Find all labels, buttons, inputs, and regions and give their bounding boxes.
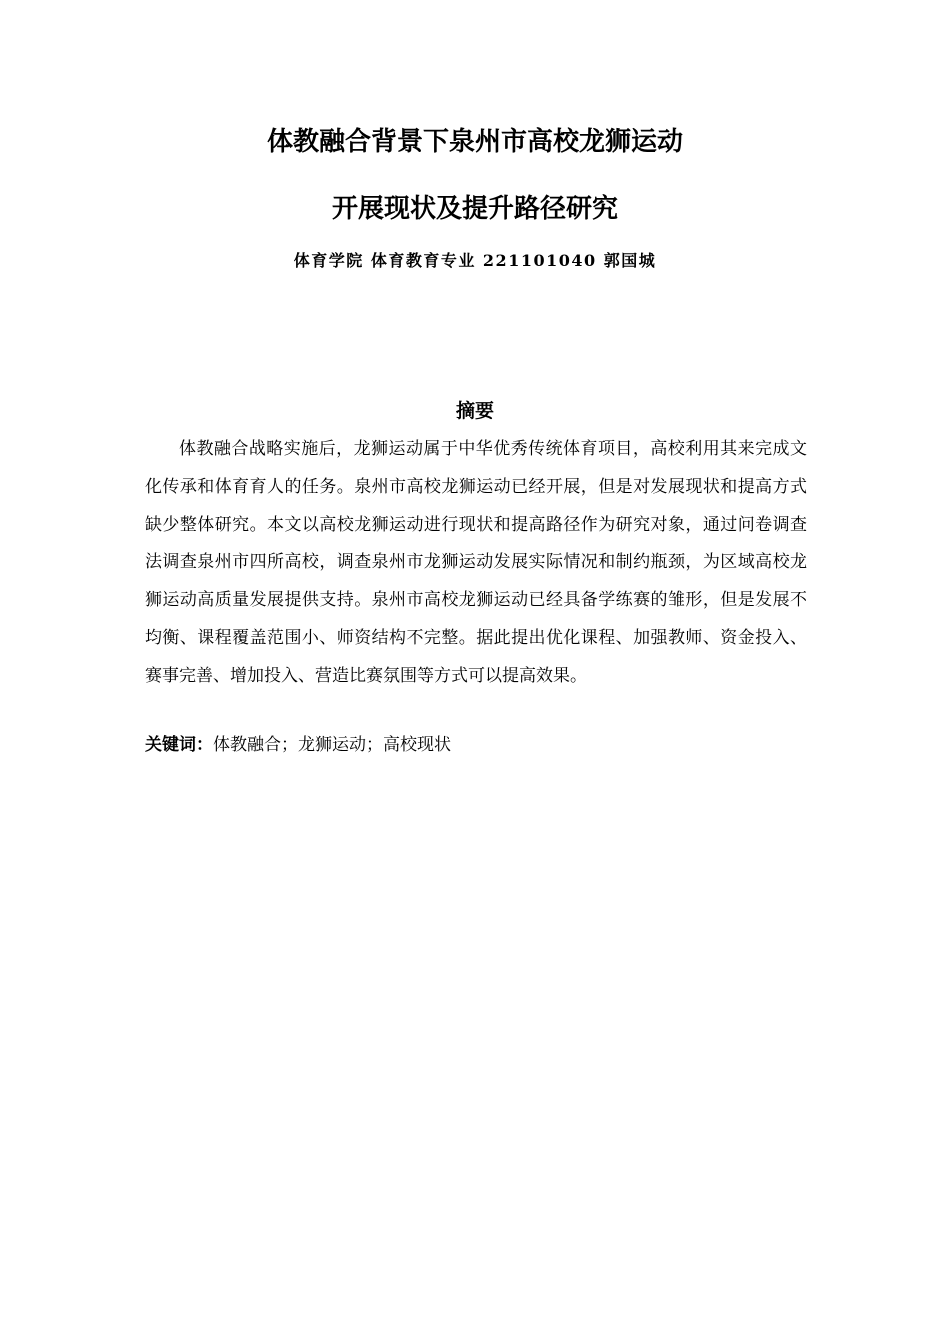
keywords-line (145, 731, 807, 759)
abstract-heading: 摘要 (455, 400, 494, 422)
paper-title-line-1: 体教融合背景下泉州市高校龙狮运动 (266, 127, 683, 157)
keywords-text: 体教融合；龙狮运动；高校现状 (213, 735, 451, 755)
author-line: 体育学院 体育教育专业 221101040 郭国城 (293, 251, 657, 270)
abstract-body: 体教融合战略实施后，龙狮运动属于中华优秀传统体育项目，高校利用其来完成文化传承和体育育人的任务。泉州市高校龙狮运动已经开展，但是对发展现状和提高方式缺少整体研究。本文以高校龙狮运动进行现状和提高路径作为研究对象，通过问卷调查法调查泉州市四所高校，调查泉州市龙狮运动发展实际情况和制约瓶颈，为区域高校龙狮运动高质量发展提供支持。泉州市高校龙狮运动已经具备学练赛的雏形，但是发展不均衡、课程覆盖范围小、师资结构不完整。据此提出优化课程、加强教师、资金投入、赛事完善、增加投入、营造比赛氛围等方式可以提高效果。 (145, 439, 807, 686)
keywords-label: 关键词： (145, 735, 213, 755)
paper-title-line-2: 开展现状及提升路径研究 (331, 194, 618, 224)
